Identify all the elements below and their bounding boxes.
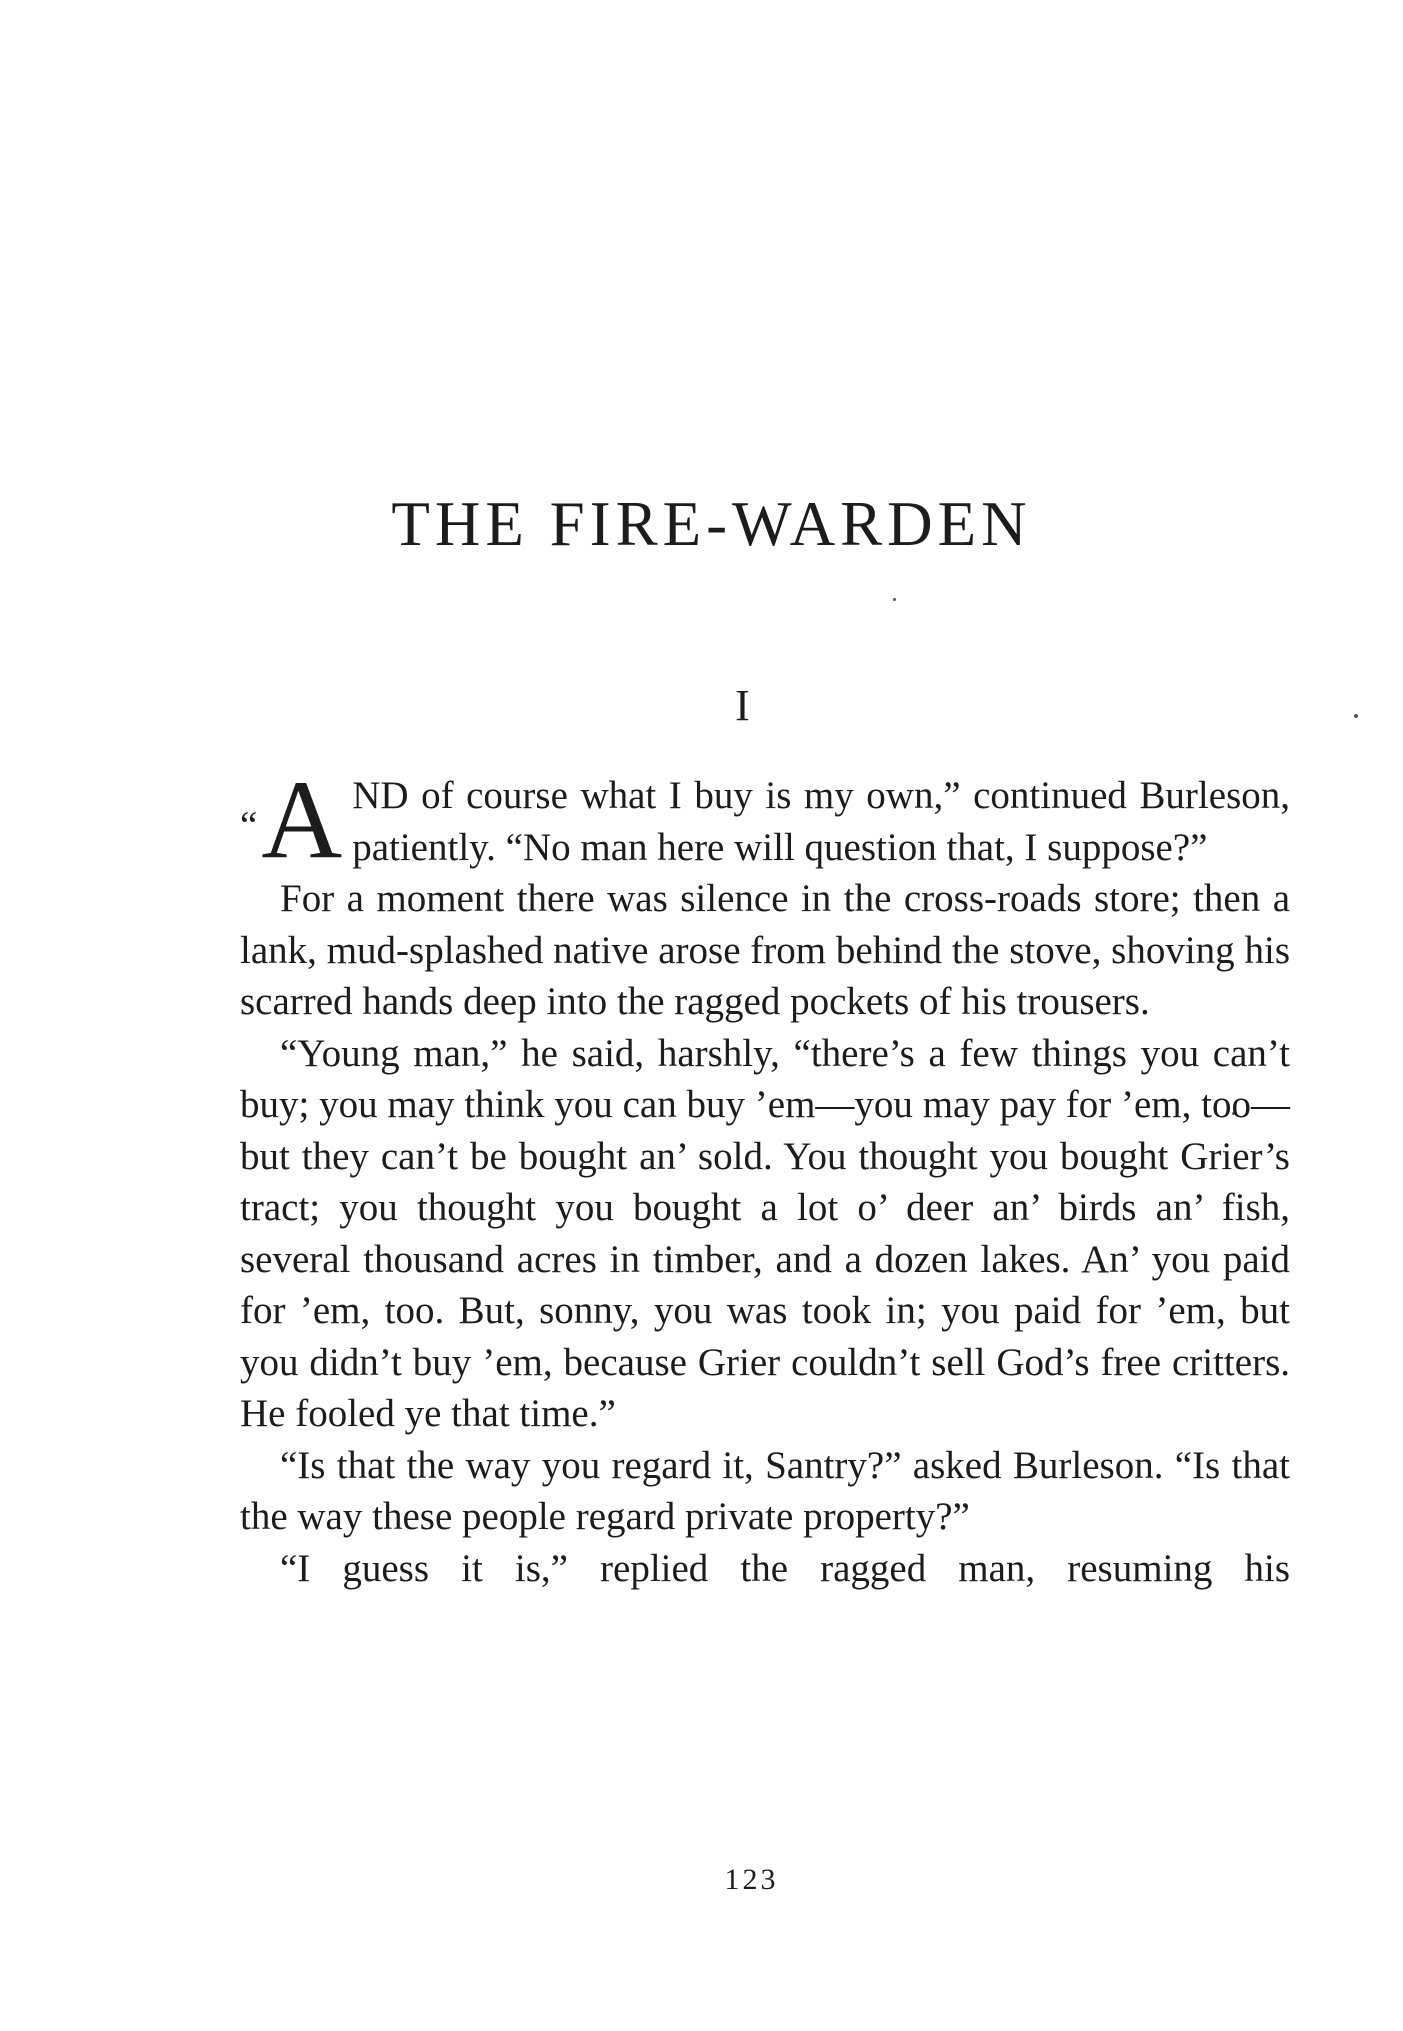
- drop-cap-letter: A: [261, 758, 343, 882]
- section-numeral: I: [735, 681, 750, 730]
- paragraph: “Young man,” he said, harshly, “there’s a few things you can’t buy; you may think you can buy ’em—you may pay for ’em, too—but they can’t be bought an’ sold. You thought you bought Grier’s tract; you thought you bought a lot o’ deer an’ birds an’ fish, several thousand acres in timber, and a dozen lakes. An’ you paid for ’em, too. But, sonny, you was took in; you paid for ’em, but you didn’t buy ’em, because Grier couldn’t sell God’s free critters. He fooled ye that time.”: [240, 1031, 1290, 1435]
- paper-speck: [893, 598, 896, 601]
- paragraph: For a moment there was silence in the cross-roads store; then a lank, mud-splashed native arose from behind the stove, shoving his scarred hands deep into the ragged pockets of his trousers.: [240, 877, 1290, 1023]
- opening-paragraph: [240, 758, 1290, 882]
- page-number: 123: [724, 1863, 779, 1896]
- drop-cap: [240, 758, 343, 882]
- paragraph: “I guess it is,” replied the ragged man, resuming his: [280, 1546, 1290, 1590]
- body-text: [240, 758, 1290, 1594]
- chapter-title: THE FIRE-WARDEN: [391, 489, 1032, 559]
- opening-text: ND of course what I buy is my own,” continued Burleson, patiently. “No man here will question that, I suppose?”: [352, 774, 1290, 869]
- paragraph: “Is that the way you regard it, Santry?” asked Burleson. “Is that the way these people regard private property?”: [240, 1443, 1290, 1538]
- drop-cap-quote: “: [240, 804, 258, 847]
